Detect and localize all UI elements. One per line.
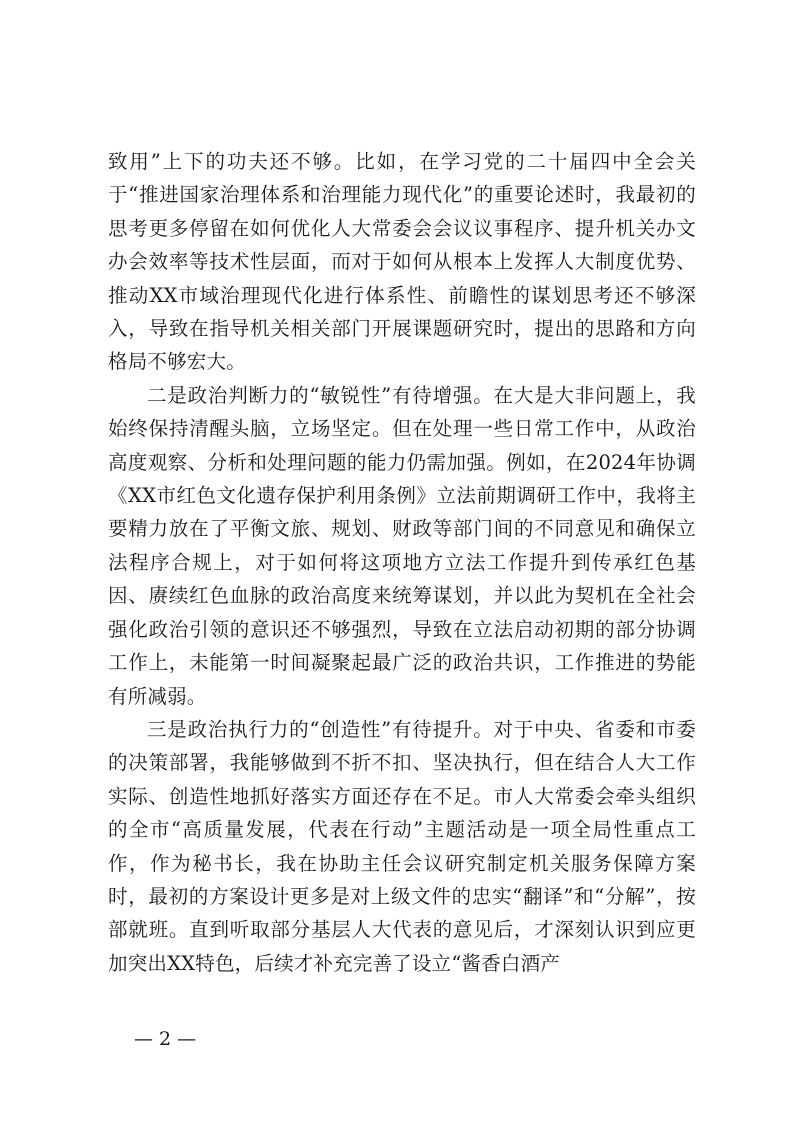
paragraph-2: 二是政治判断力的“敏锐性”有待增强。在大是大非问题上，我始终保持清醒头脑，立场坚定。但在处理一些日常工作中，从政治高度观察、分析和处理问题的能力仍需加强。例如，在2024年协调《XX市红色文化遗存保护利用条例》立法前期调研工作中，我将主要精力放在了平衡文旅、规划、财政等部门间的不同意见和确保立法程序合规上，对于如何将这项地方立法工作提升到传承红色基因、赓续红色血脉的政治高度来统筹谋划，并以此为契机在全社会强化政治引领的意识还不够强烈，导致在立法启动初期的部分协调工作上，未能第一时间凝聚起最广泛的政治共识，工作推进的势能有所减弱。: [108, 383, 696, 708]
page-number: — 2 —: [134, 1028, 197, 1050]
paragraph-1: 致用”上下的功夫还不够。比如，在学习党的二十届四中全会关于“推进国家治理体系和治理能力现代化”的重要论述时，我最初的思考更多停留在如何优化人大常委会会议议事程序、提升机关办文办会效率等技术性层面，而对于如何从根本上发挥人大制度优势、推动XX市域治理现代化进行体系性、前瞻性的谋划思考还不够深入，导致在指导机关相关部门开展课题研究时，提出的思路和方向格局不够宏大。: [108, 150, 696, 374]
document-body: [108, 145, 696, 980]
paragraph-3: 三是政治执行力的“创造性”有待提升。对于中央、省委和市委的决策部署，我能够做到不折不扣、坚决执行，但在结合人大工作实际、创造性地抓好落实方面还存在不足。市人大常委会牵头组织的全市“高质量发展，代表在行动”主题活动是一项全局性重点工作，作为秘书长，我在协助主任会议研究制定机关服务保障方案时，最初的方案设计更多是对上级文件的忠实“翻译”和“分解”，按部就班。直到听取部分基层人大代表的意见后，才深刻认识到应更加突出XX特色，后续才补充完善了设立“酱香白酒产: [108, 717, 696, 975]
